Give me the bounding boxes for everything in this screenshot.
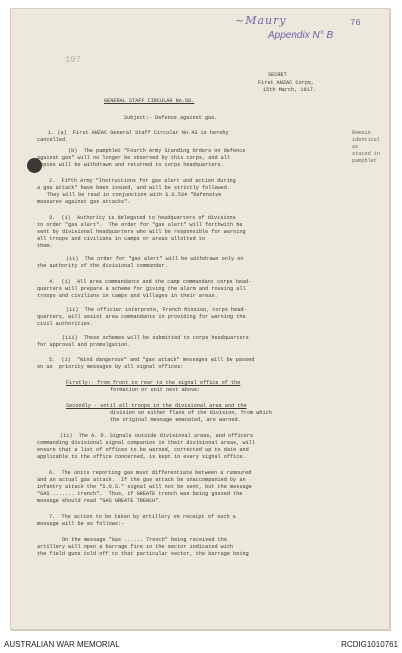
secret-stamp: SECRET [268, 72, 287, 78]
margin-note: Remain [352, 130, 371, 136]
body-line: They will be read in conjunction with S.S.534 "Defensive [47, 192, 222, 198]
body-line: applicable to the office concerned, is kept in every signal office. [37, 454, 246, 460]
body-line: "GAS ....... trench". Thus, if GREATE trench was being gassed the [37, 491, 243, 497]
body-line: 1. (a) First ANZAC General Staff Circular No.43 is hereby [48, 130, 229, 136]
body-line: quarters will prepare a scheme for giving the alarm and rousing all [37, 286, 246, 292]
body-line: Firstly:- from front to rear to the signal office of the [66, 380, 241, 386]
faint-page-number: 107 [65, 55, 82, 65]
document-date: 15th March, 1917. [263, 87, 316, 93]
body-line: (iii) These schemes will be submitted to corps headquarters [62, 335, 249, 341]
body-line: them. [37, 243, 53, 249]
body-line: copies will be withdrawn and returned to corps headquarters. [37, 162, 224, 168]
body-line: on as priority messages by all signal offices: [37, 364, 184, 370]
body-line: sent by divisional headquarters who will be responsible for warning [37, 229, 246, 235]
body-line: troops and civilians in camps and villages in their areas. [37, 293, 218, 299]
body-line: Secondly - until all troops in the divisional area and the [66, 403, 247, 409]
body-line: 4. (i) All area commandants and the camp commandant corps head- [49, 279, 252, 285]
body-line: ensure that a list of offices to be warned, corrected up to date and [37, 447, 249, 453]
body-line: the field guns told off to that particular sector, the barrage being [37, 551, 249, 557]
body-line: quarters, will assist area commandants in providing for warning the [37, 314, 246, 320]
body-line: infantry attack the "S.O.S." signal will not be sent, but the message [37, 484, 252, 490]
body-line: a gas attack" have been issued, and will be strictly followed. [37, 185, 231, 191]
corps-heading: First ANZAC Corps, [258, 80, 315, 86]
body-line: (ii) The officier interprete, French Mission, corps head- [66, 307, 247, 313]
body-line: all troops and civilians in camps or areas allotted to [37, 236, 206, 242]
body-line: 3. (i) Authority is delegated to headquarters of divisions [49, 215, 236, 221]
body-line: formation or unit next above: [110, 387, 201, 393]
body-line: division on either flank of the division, from which [110, 410, 272, 416]
body-line: against gas" will no longer be observed by this corps, and all [37, 155, 231, 161]
body-line: message will be as follows:- [37, 521, 125, 527]
body-line: 5. (i) "Wind dangerous" and "gas attack" messages will be passed [49, 357, 255, 363]
handwritten-signature: ~Maury [235, 14, 287, 27]
body-line: 7. The action to be taken by artillery on receipt of such a [49, 514, 236, 520]
body-line: artillery will open a barrage fire in the sector indicated with [37, 544, 234, 550]
body-line: On the message "Gas ...... Trench" being received the [62, 537, 227, 543]
body-line: civil authorities. [37, 321, 94, 327]
margin-note: as [352, 144, 359, 150]
subject-line: Subject:- Defence against gas. [124, 115, 218, 121]
handwritten-number: 76 [350, 18, 361, 28]
archive-footer [0, 636, 402, 653]
body-line: message should read "GAS GREATE TRENCH". [37, 498, 162, 504]
circular-title: GENERAL STAFF CIRCULAR No.58. [104, 98, 195, 104]
body-line: cancelled. [37, 137, 69, 143]
body-line: and an actual gas attack. If the gas attack be unaccompanied by an [37, 477, 246, 483]
body-line: (ii) The order for "gas alert" will be withdrawn only on [66, 256, 244, 262]
body-line: 2. Fifth Army "Instructions for gas alert and action during [49, 178, 236, 184]
body-line: commanding divisional signal companies in their divisional areas, will [37, 440, 255, 446]
body-line: (ii) The A. D. Signals outside divisional areas, and officers [60, 433, 254, 439]
margin-note: pamphlet [352, 158, 377, 164]
body-line: to order "gas alert". The order for "gas alert" will forthwith be [37, 222, 243, 228]
appendix-label: Appendix N° B [268, 30, 334, 41]
footer-source: AUSTRALIAN WAR MEMORIAL [4, 640, 120, 649]
body-line: the original message emanated, are warned. [110, 417, 241, 423]
margin-note: stated in [352, 151, 381, 157]
body-line: the authority of the divisional commander. [37, 263, 168, 269]
margin-note: identical [352, 137, 381, 143]
body-line: (b) The pamphlet "Fourth Army Standing Orders on defence [68, 148, 246, 154]
body-line: 6. The units reporting gas must differentiate between a rumoured [49, 470, 252, 476]
body-line: measures against gas attacks". [37, 199, 131, 205]
footer-id: RCDIG1010761 [341, 640, 398, 649]
body-line: for approval and promulgation. [37, 342, 131, 348]
